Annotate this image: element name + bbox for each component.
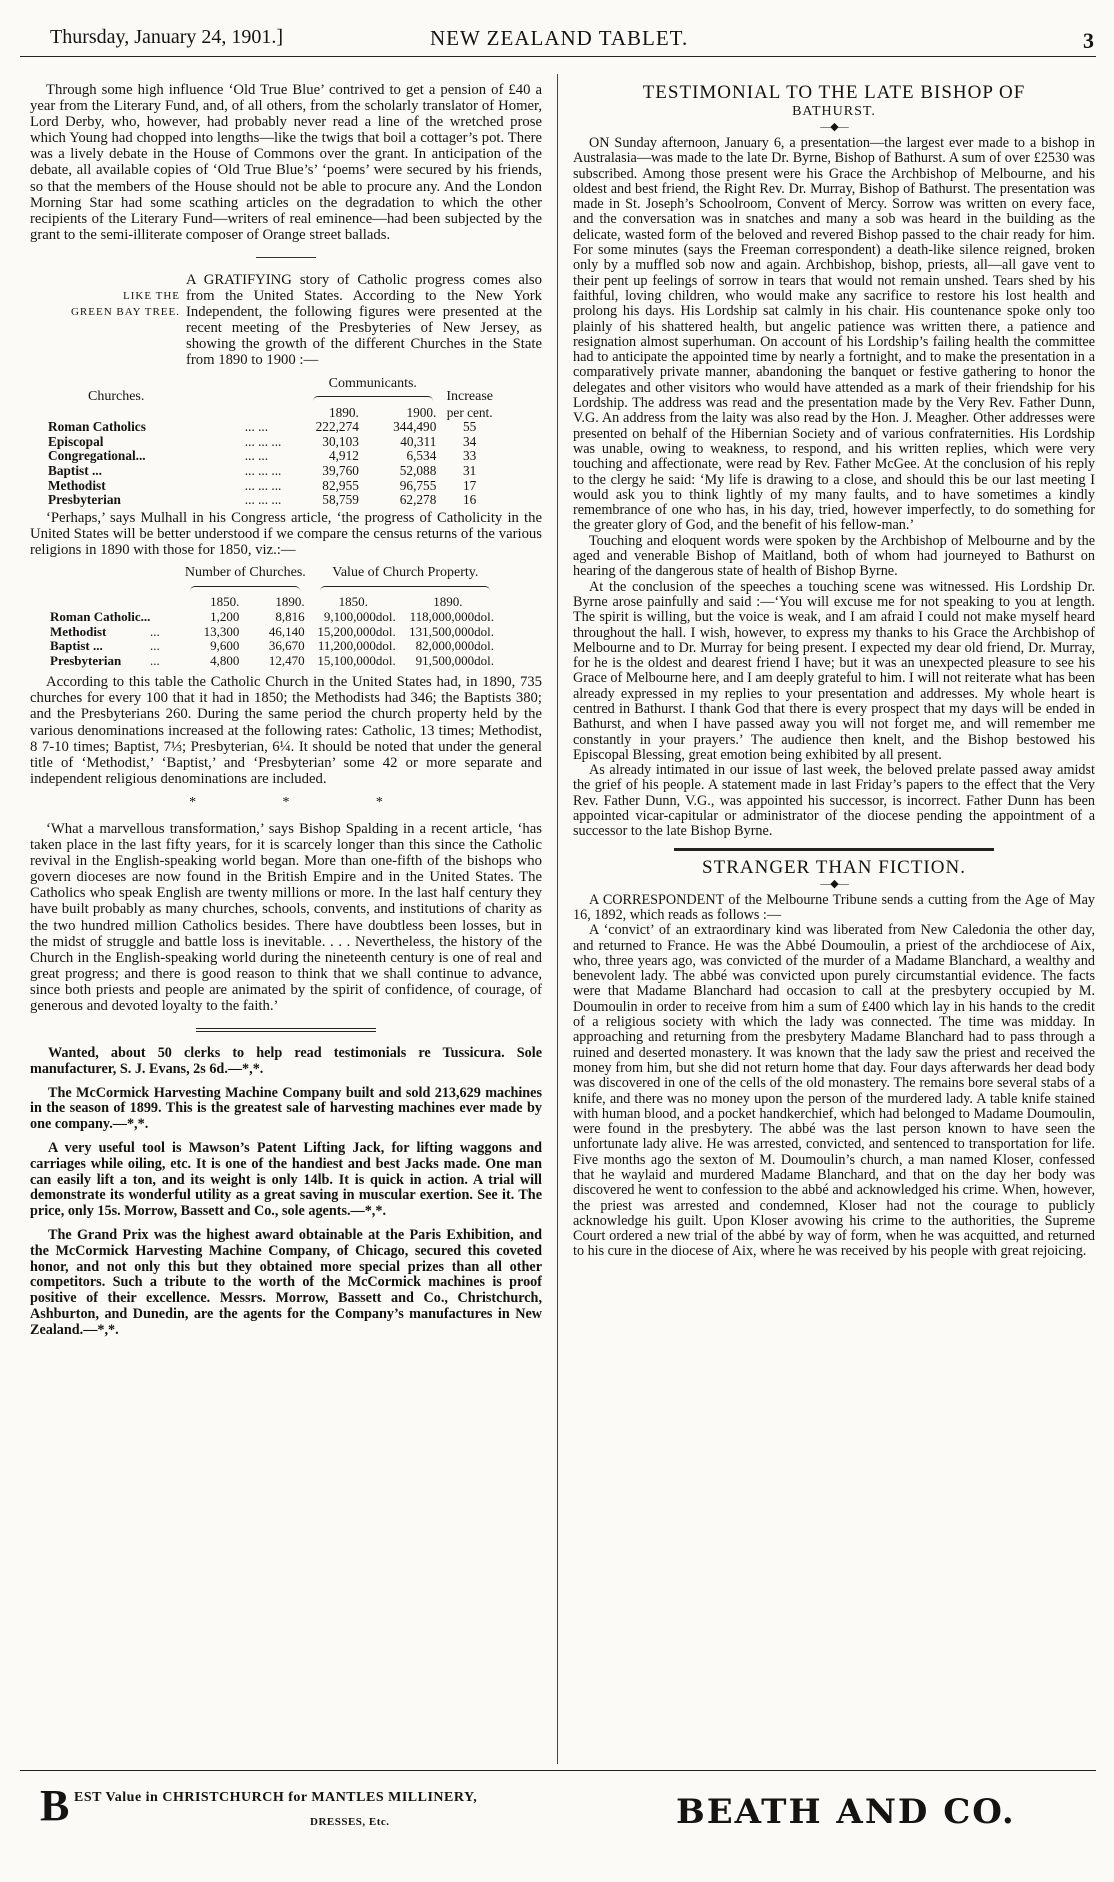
header-churches: Churches. (88, 388, 145, 404)
row-property-1890: 131,500,000dol. (409, 623, 494, 639)
row-increase: 55 (463, 419, 477, 435)
header-number-of-churches (180, 566, 311, 595)
table-row (48, 479, 493, 494)
row-property-1850: 9,100,000dol. (323, 608, 396, 624)
row-dots: ... ... ... (244, 492, 282, 508)
row-1890: 30,103 (322, 433, 359, 449)
census-table (50, 566, 500, 668)
row-1890: 58,759 (322, 492, 359, 508)
header-year: 1890. (433, 594, 463, 610)
article-according: According to this table the Catholic Church in the United States had, in 1890, 735 churches for every 100 that it had in 1850; the Methodists had 346; the Baptists 380; and the Presbyterians 260. During the same period the church property held by the various denominations increased at the following rates: Catholic, 13 times; Methodist, 8 7-10 times; Baptist, 7⅓; Presbyterian, 6¼. It should be noted that under the general title of ‘Methodist,’ ‘Baptist,’ and ‘Presbyterian’ some 42 or more separate and independent religious denominations are included. (30, 674, 542, 787)
row-property-1850: 15,100,000dol. (317, 652, 396, 668)
row-increase: 16 (463, 492, 477, 508)
side-heading-line-1: LIKE THE (123, 289, 180, 302)
row-churches-1890: 46,140 (268, 623, 305, 639)
row-dots: ... (150, 652, 160, 668)
row-churches-1890: 8,816 (275, 608, 305, 624)
row-churches-1890: 12,470 (268, 652, 305, 668)
star: * (375, 794, 383, 810)
article-stranger-p2: A ‘convict’ of an extraordinary kind was liberated from New Caledonia the other day, and returned to France. He was the Abbé Doumoulin, a priest of the archdiocese of Aix, who, three years ago, was convicted of the murder of a Madame Blanchard, a wealthy and benevolent lady. The abbé was convicted upon purely circumstantial evidence. The facts were that Madame Blanchard had occasion to call at the presbytery occupied by M. Doumoulin in order to receive from him a sum of £400 which lay in his hands to the credit of a religious society with which the lady was connected. The time was midday. In approaching and returning from the presbytery Madame Blanchard had to pass through a ruined and deserted monastery. It was known that the lady saw the priest and received the money from him, but she did not return home that day. Four days afterwards her dead body was discovered in one of the cells of the old monastery. The remains bore several stabs of a knife, and there was no money upon the person of the murdered lady. A table knife stained with human blood, and a pocket handkerchief, which had belonged to Madame Doumoulin, were found in the presbytery. The abbé was the last person known to have seen the unfortunate lady alive. He was arrested, convicted, and sentenced to transportation for life. Five months ago the sexton of M. Doumoulin’s church, a man named Kloser, confessed that he waylaid and murdered Madame Blanchard, and that on the day her body was discovered he went to confession to the abbé and acknowledged his crime. When, however, the priest was arrested and condemned, Kloser had not the courage to publicly acknowledge his guilt. Upon Kloser avowing his crime to the authorities, the Supreme Court ordered a new trial of the abbé by way of form, when he was acquitted, and returned to his cure in the diocese of Aix, where he was received by his people with great rejoicing. (573, 922, 1095, 1260)
row-churches-1890: 36,670 (268, 638, 305, 654)
section-rule (674, 848, 994, 851)
row-name: Roman Catholic... (50, 608, 151, 624)
row-1900: 344,490 (393, 419, 437, 435)
ornament: —◆— (820, 877, 848, 890)
row-dots: ... (150, 638, 160, 654)
header-year: 1890. (275, 594, 305, 610)
row-1890: 222,274 (315, 419, 359, 435)
ad-clerks: Wanted, about 50 clerks to help read testimonials re Tussicura. Sole manufacturer, S. J. Evans, 2s 6d.—*,*. (30, 1045, 542, 1077)
article-perhaps: ‘Perhaps,’ says Mulhall in his Congress article, ‘the progress of Catholicity in the United States will be better understood if we compare the census returns of the various religions in 1890 with those for 1850, viz.:— (30, 509, 542, 559)
row-1890: 39,760 (322, 463, 359, 479)
double-rule (196, 1028, 376, 1032)
brace (313, 396, 433, 401)
table-row (50, 654, 500, 669)
row-dots: ... ... ... (244, 433, 282, 449)
row-churches-1850: 9,600 (210, 638, 240, 654)
article-true-blue: Through some high influence ‘Old True Blue’ contrived to get a pension of £40 a year from the Literary Fund, and, of all others, from the scholarly translator of Homer, Lord Derby, who, however, had probably never read a line of the wretched prose which Young had chopped into lengths—like the twigs that boil a cottager’s pot. There was a lively debate in the House of Commons over the grant. In anticipation of the debate, all available copies of ‘Old True Blue’s’ ‘poems’ were secured by his friends, so that the members of the House should not be able to procure any. And the London Morning Star had some scathing articles on the degradation to which the other recipients of the Literary Fund—writers of real eminence—had been subjected by the grant to the semi-illiterate composer of Orange street ballads. (30, 82, 542, 243)
row-name: Presbyterian (50, 652, 122, 668)
row-increase: 34 (463, 433, 477, 449)
row-name: Methodist (50, 623, 107, 639)
right-column (573, 82, 1095, 1260)
header-value-label: Value of Church Property. (332, 565, 479, 581)
star: * (189, 794, 197, 810)
row-1900: 52,088 (399, 463, 437, 479)
row-property-1890: 118,000,000dol. (409, 608, 494, 624)
table-row (48, 493, 493, 508)
table-row (50, 610, 500, 625)
masthead (0, 0, 1114, 54)
row-1890: 4,912 (328, 448, 359, 464)
row-1900: 62,278 (399, 492, 437, 508)
header-communicants (299, 377, 446, 406)
footer-line-1: EST Value in CHRISTCHURCH for MANTLES MILLINERY, (74, 1790, 478, 1805)
header-percent: per cent. (446, 404, 493, 420)
header-year: 1850. (338, 594, 368, 610)
footer-initial: B (40, 1781, 70, 1830)
header-rule (20, 56, 1096, 57)
issue-date: Thursday, January 24, 1901.] (50, 26, 284, 48)
headline-testimonial-sub: BATHURST. (792, 104, 876, 119)
column-divider (557, 74, 558, 1764)
separator (256, 257, 316, 258)
row-churches-1850: 4,800 (210, 652, 240, 668)
article-testimonial-p3: At the conclusion of the speeches a touching scene was witnessed. His Lordship Dr. Byrne arose painfully and said :—‘You will excuse me for not speaking to you at length. The spirit is willing, but the voice is weak, and I am afraid I could not make myself heard throughout the hall. I wish, however, to express my thanks to his Grace the Archbishop of Melbourne and to Dr. Murray for being present. I expected my dear old friend, Dr. Murray, for he is the oldest and dearest friend I have; but it was an unexpected pleasure to see his Grace of Melbourne here, and I am deeply grateful to him. I will not reiterate what has been already expressed in my replies to your presentation and addresses. My whole heart is centred in Bathurst. I thank God that there is every prospect that my days will be ended in Bathurst, and when I have passed away you will not forget me, and will remember me constantly in your prayers.’ The audience then knelt, and the Bishop bestowed his Episcopal Blessing, great emotion being exhibited by all present. (573, 578, 1095, 763)
article-testimonial-p1: ON Sunday afternoon, January 6, a presentation—the largest ever made to a bishop in Australasia—was made to the late Dr. Byrne, Bishop of Bathurst. A sum of over £2530 was subscribed. Among those present were his Grace the Archbishop of Melbourne, and his oldest and best friend, the Right Rev. Dr. Murray, Bishop of Bathurst. The presentation was made in St. Joseph’s Schoolroom, Convent of Mercy. Sorrow was written on every face, and the conversation was in snatches and many a sob was heard in the building as the delicate, wasted form of the beloved and revered Bishop passed to the chair ready for him. For some minutes (says the Freeman correspondent) a death-like silence reigned, broken only by a muffled sob now and again. Archbishop, bishop, priests, all—all gave vent to their pent up feelings of sorrow in tears that would not remain unshed. Tears shed by his faithful, loving children, who would make any sacrifice to restore his lost health and prolong his days. His Lordship sat calmly in his chair. His countenance spoke only too plainly of his shattered health, but angelic patience was written there, a patience and resignation almost superhuman. On account of his Lordship’s failing health the committee had to anticipate the appointed time by nearly a fortnight, and to make the presentation in a comparatively private manner, abandoning the banquet or festive gathering to honor the delegates and other visitors who would have attended as a mark of their friendship for his Lordship. The address was read and the presentation made by the Very Rev. Father Dunn, V.G. An address from the laity was also read by the Hon. J. Meagher. Other addresses were presented on behalf of the Hibernian Society and of various confraternities. His Lordship was unable, owing to weakness, to respond, and his written replies, which were very touching and affectionate, were read by Rev. Father McGee. At the conclusion of his reply to the clergy he said: ‘My life is drawing to a close, and should this be our last meeting I would ask you to think lightly of my many faults, and to have sometimes a kindly remembrance of one who has, in his day, tried, however imperfectly, to do something for the greater glory of God, and the benefit of his fellow-man.’ (573, 135, 1095, 534)
brace (320, 586, 490, 591)
row-churches-1850: 1,200 (210, 608, 240, 624)
article-stranger-p1: A CORRESPONDENT of the Melbourne Tribune sends a cutting from the Age of May 16, 1892, which reads as follows :— (573, 891, 1095, 923)
header-communicants-label: Communicants. (328, 375, 417, 391)
ad-lifting-jack: A very useful tool is Mawson’s Patent Lifting Jack, for lifting waggons and carriages while oiling, etc. It is one of the handiest and best Jacks made. One man can easily lift a ton, and its weight is only 14lb. It is quick in action. A trial will demonstrate its wonderful utility as a great saving in muscular exertion. See it. The price, only 15s. Morrow, Bassett and Co., sole agents.—*,*. (30, 1140, 542, 1220)
table-row (48, 464, 493, 479)
star-divider (146, 795, 426, 811)
footer-advert (40, 1781, 560, 1844)
row-1900: 40,311 (400, 433, 437, 449)
table-row (48, 449, 493, 464)
row-name: Baptist ... (50, 638, 103, 654)
header-increase: Increase (446, 388, 493, 404)
header-1900: 1900. (406, 404, 437, 420)
row-dots: ... ... ... (244, 477, 282, 493)
communicants-table (48, 377, 493, 508)
page-number: 3 (1083, 28, 1094, 53)
headline-testimonial: TESTIMONIAL TO THE LATE BISHOP OF (642, 82, 1026, 103)
row-property-1850: 15,200,000dol. (317, 623, 396, 639)
table-row (48, 435, 493, 450)
ad-mccormick: The McCormick Harvesting Machine Company built and sold 213,629 machines in the season of 1899. This is the greatest sale of harvesting machines ever made by one company.—*,*. (30, 1084, 542, 1133)
row-churches-1850: 13,300 (203, 623, 240, 639)
article-green-bay-tree (30, 272, 542, 369)
article-marvellous: ‘What a marvellous transformation,’ says Bishop Spalding in a recent article, ‘has taken place in the last fifty years, for it is scarcely longer than this since the Catholic revival in the English-speaking world began. More than one-fifth of the bishops who govern dioceses are now found in the British Empire and in the United States. The Catholics who speak English are twenty millions or more. In the last half century they have built probably as many churches, schools, convents, and institutions of charity as the two hundred million Catholics besides. There have doubtless been losses, but in the midst of struggle and battle loss is inevitable. . . . Nevertheless, the history of the Church in the English-speaking world during the nineteenth century is one of real and great progress; and there is good reason to think that we shall continue to advance, since both priests and people are animated by the spirit of confidence, of courage, of generous and devoted loyalty to the faith.’ (30, 820, 542, 1014)
row-name: Methodist (48, 477, 106, 493)
left-column (30, 82, 542, 1339)
header-number-label: Number of Churches. (184, 565, 306, 581)
side-heading-line-2: GREEN BAY TREE. (70, 305, 180, 318)
side-heading (30, 272, 186, 369)
article-testimonial-p4: As already intimated in our issue of last week, the beloved prelate passed away amidst the grief of his people. A statement made in last Friday’s papers to the effect that the Very Rev. Father Dunn, V.G., was appointed his successor, is incorrect. Father Dunn has been appointed vicar-capitular or administrator of the diocese pending the appointment of a successor to the late Bishop Byrne. (573, 762, 1095, 840)
article-gratifying: A GRATIFYING story of Catholic progress comes also from the United States. According to the New York Independent, the following figures were presented at the recent meeting of the Presbyteries of New Jersey, as showing the growth of the different Churches in the State from 1890 to 1900 :— (186, 271, 542, 369)
newspaper-title: NEW ZEALAND TABLET. (430, 26, 689, 50)
row-1900: 96,755 (399, 477, 437, 493)
table-row (50, 639, 500, 654)
row-property-1890: 91,500,000dol. (415, 652, 494, 668)
article-testimonial-p2: Touching and eloquent words were spoken by the Archbishop of Melbourne and by the aged and venerable Bishop of Maitland, both of whom had journeyed to Bathurst on hearing of the dangerous state of health of Bishop Byrne. (573, 532, 1095, 580)
row-name: Congregational... (48, 448, 146, 464)
star: * (282, 794, 290, 810)
row-name: Presbyterian (48, 492, 121, 508)
row-dots: ... ... (244, 419, 269, 435)
header-1890: 1890. (328, 404, 359, 420)
row-name: Episcopal (48, 433, 104, 449)
table-row (48, 420, 493, 435)
row-name: Roman Catholics (48, 419, 146, 435)
table-row (50, 625, 500, 640)
ad-grand-prix: The Grand Prix was the highest award obtainable at the Paris Exhibition, and the McCormick Harvesting Machine Company, of Chicago, secured this coveted honor, and not only this but they obtained more special prizes than all other competitors. Such a tribute to the worth of the McCormick machines is proof positive of their excellence. Messrs. Morrow, Bassett and Co., Christchurch, Ashburton, and Dunedin, are the agents for the Company’s manufactures in New Zealand.—*,*. (30, 1227, 542, 1338)
row-name: Baptist ... (48, 463, 102, 479)
row-increase: 17 (463, 477, 477, 493)
row-property-1850: 11,200,000dol. (317, 638, 396, 654)
footer-brand: BEATH AND CO. (676, 1792, 1016, 1832)
row-increase: 33 (463, 448, 477, 464)
header-value-of-property (311, 566, 500, 595)
row-1900: 6,534 (406, 448, 437, 464)
header-year: 1850. (210, 594, 240, 610)
brace (190, 586, 300, 591)
row-dots: ... (150, 623, 160, 639)
row-1890: 82,955 (322, 477, 359, 493)
headline-stranger: STRANGER THAN FICTION. (702, 856, 966, 878)
row-dots: ... ... (244, 448, 269, 464)
row-dots: ... ... ... (244, 463, 282, 479)
footer-line-2: DRESSES, Etc. (310, 1816, 390, 1828)
footer-rule (20, 1770, 1096, 1771)
row-property-1890: 82,000,000dol. (415, 638, 494, 654)
row-increase: 31 (463, 463, 477, 479)
ornament: —◆— (820, 121, 848, 133)
